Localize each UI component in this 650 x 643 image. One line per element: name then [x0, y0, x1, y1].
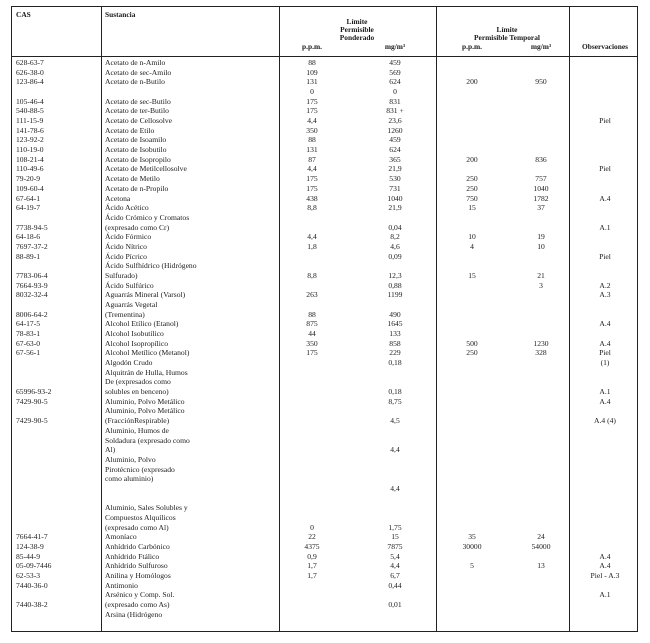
- header-divider: [12, 56, 637, 57]
- mgm3-cell: 459: [389, 58, 401, 67]
- temporal-ppm-cell: 15: [468, 203, 476, 213]
- cas-cell: 111-15-9: [16, 116, 44, 126]
- cas-cell: 141-78-6: [16, 125, 44, 135]
- substance-cell: Ácido Pícrico: [105, 251, 147, 261]
- cas-cell: 65996-93-2: [16, 387, 52, 397]
- mgm3-cell: 12,3: [388, 270, 402, 280]
- ppm-cell: 0: [310, 87, 314, 97]
- mgm3-cell: 229: [389, 348, 401, 358]
- ppm-cell: 875: [306, 319, 318, 329]
- cas-cell: 67-56-1: [16, 348, 41, 358]
- cas-cell: 67-64-1: [16, 193, 41, 203]
- mgm3-cell: 530: [389, 174, 401, 184]
- substance-cell: Arsénico y Comp. Sol.: [105, 590, 175, 600]
- observaciones-cell: A.3: [599, 290, 611, 300]
- substance-cell: Ácido Crómico y Cromatos: [105, 212, 190, 222]
- substance-cell: Acetato de Isoamilo: [105, 135, 167, 145]
- ppm-cell: 350: [306, 338, 318, 348]
- ppm-cell: 175: [306, 106, 318, 116]
- substance-cell: Antimonio: [105, 580, 138, 590]
- substance-cell: Alcohol Isopropílico: [105, 338, 169, 348]
- ppm-cell: 88: [308, 58, 316, 67]
- substance-cell: Acetato de Cellosolve: [105, 116, 173, 126]
- observaciones-cell: Piel: [599, 348, 611, 358]
- observaciones-cell: A.4: [599, 561, 611, 571]
- ppm-cell: 1,7: [307, 561, 317, 571]
- substance-cell: solubles en benceno): [105, 387, 169, 397]
- temporal-mgm3-cell: 13: [537, 561, 545, 571]
- cas-cell: 88-89-1: [16, 251, 41, 261]
- substance-cell: Acetato de Etilo: [105, 125, 155, 135]
- header-ponderado-3: Ponderado: [339, 33, 375, 42]
- mgm3-cell: 7875: [387, 542, 403, 551]
- ppm-cell: 87: [308, 154, 316, 164]
- substance-cell: Anhídrido Sulfuroso: [105, 561, 168, 571]
- ppm-cell: 4,4: [307, 232, 317, 242]
- temporal-mgm3-cell: 1782: [533, 193, 549, 203]
- substance-cell: Alquitrán de Hulla, Humos: [105, 367, 188, 377]
- mgm3-cell: 831 +: [386, 106, 404, 116]
- cas-cell: 05-09-7446: [16, 561, 52, 571]
- ppm-cell: 0,9: [307, 551, 317, 561]
- mgm3-cell: 0,04: [388, 222, 402, 232]
- observaciones-cell: Piel - A.3: [590, 571, 620, 581]
- temporal-ppm-cell: 30000: [462, 542, 482, 551]
- cas-cell: 124-38-9: [16, 542, 44, 551]
- substance-cell: Compuestos Alquílicos: [105, 512, 176, 522]
- substance-cell: como aluminio): [105, 474, 154, 484]
- substance-cell: Alcohol Etílico (Etanol): [105, 319, 179, 329]
- observaciones-cell: A.4 (4): [594, 416, 616, 426]
- temporal-mgm3-cell: 836: [535, 154, 547, 164]
- cas-cell: 110-49-6: [16, 164, 44, 174]
- temporal-mgm3-cell: 1230: [533, 338, 549, 348]
- cas-cell: 7738-94-5: [16, 222, 48, 232]
- cas-cell: 85-44-9: [16, 551, 41, 561]
- mgm3-cell: 731: [389, 183, 401, 193]
- substance-cell: Acetato de Metilo: [105, 174, 160, 184]
- cas-cell: 7429-90-5: [16, 416, 48, 426]
- mgm3-cell: 1645: [387, 319, 403, 329]
- mgm3-cell: 0,44: [388, 580, 402, 590]
- ppm-cell: 4,4: [307, 164, 317, 174]
- substance-cell: Arsina (Hidrógeno: [105, 609, 163, 619]
- header-ponderado-1: Límite: [346, 17, 368, 26]
- column-divider: [101, 7, 102, 631]
- mgm3-cell: 21,9: [388, 164, 402, 174]
- substance-cell: Aluminio, Polvo: [105, 454, 156, 464]
- temporal-mgm3-cell: 1040: [533, 183, 549, 193]
- ppm-cell: 175: [306, 183, 318, 193]
- cas-cell: 62-53-3: [16, 571, 41, 581]
- observaciones-cell: A.4: [599, 193, 611, 203]
- cas-cell: 540-88-5: [16, 106, 44, 116]
- header-cas: CAS: [16, 10, 31, 19]
- observaciones-cell: A.2: [599, 280, 611, 290]
- substance-cell: Ácido Fórmico: [105, 232, 152, 242]
- substance-cell: (expresado como Cr): [105, 222, 170, 232]
- mgm3-cell: 490: [389, 309, 401, 319]
- substance-cell: Acetato de Isobutilo: [105, 145, 167, 155]
- cas-cell: 628-63-7: [16, 58, 44, 67]
- substance-cell: Anhídrido Ftálico: [105, 551, 160, 561]
- substance-cell: (expresado como As): [105, 600, 170, 610]
- mgm3-cell: 0: [393, 87, 397, 97]
- temporal-mgm3-cell: 54000: [531, 542, 551, 551]
- header-ponderado-2: Permisible: [340, 25, 374, 34]
- temporal-mgm3-cell: 24: [537, 532, 545, 542]
- cas-cell: 7697-37-2: [16, 241, 48, 251]
- mgm3-cell: 4,4: [390, 561, 400, 571]
- substance-cell: Ácido Sulfúrico: [105, 280, 154, 290]
- substance-cell: Ácido Nítrico: [105, 241, 147, 251]
- mgm3-cell: 133: [389, 329, 401, 339]
- temporal-ppm-cell: 10: [468, 232, 476, 242]
- ppm-cell: 1,8: [307, 241, 317, 251]
- substance-cell: Amoníaco: [105, 532, 137, 542]
- temporal-mgm3-cell: 21: [537, 270, 545, 280]
- ppm-cell: 4,4: [307, 116, 317, 126]
- header-ppm: p.p.m.: [302, 42, 322, 51]
- observaciones-cell: A.4: [599, 319, 611, 329]
- ppm-cell: 131: [306, 145, 318, 155]
- substance-cell: Aluminio, Polvo Metálico: [105, 396, 185, 406]
- mgm3-cell: 624: [389, 145, 401, 155]
- substance-cell: Aluminio, Polvo Metálico: [105, 406, 185, 416]
- mgm3-cell: 459: [389, 135, 401, 145]
- mgm3-cell: 1199: [387, 290, 403, 300]
- observaciones-cell: A.4: [599, 338, 611, 348]
- substance-cell: Acetato de sec-Butilo: [105, 96, 171, 106]
- ppm-cell: 438: [306, 193, 318, 203]
- cas-cell: 78-83-1: [16, 329, 41, 339]
- observaciones-cell: A.4: [599, 551, 611, 561]
- ppm-cell: 22: [308, 532, 316, 542]
- ppm-cell: 175: [306, 96, 318, 106]
- header-sustancia: Sustancia: [105, 10, 136, 19]
- substance-cell: Alcohol Isobutílico: [105, 329, 164, 339]
- substance-cell: Acetato de n-Butilo: [105, 77, 165, 87]
- substance-cell: Al): [105, 445, 116, 455]
- mgm3-cell: 0,18: [388, 358, 402, 368]
- substance-cell: Algodón Crudo: [105, 358, 153, 368]
- cas-cell: 64-19-7: [16, 203, 41, 213]
- observaciones-cell: A.1: [599, 590, 611, 600]
- substance-cell: (Trementina): [105, 309, 145, 319]
- mgm3-cell: 0,09: [388, 251, 402, 261]
- header-temporal-mgm3: mg/m³: [530, 42, 552, 51]
- temporal-ppm-cell: 250: [466, 348, 478, 358]
- column-divider: [436, 7, 437, 631]
- substance-cell: Aguarrás Mineral (Varsol): [105, 290, 186, 300]
- substance-cell: Aguarrás Vegetal: [105, 300, 158, 309]
- mgm3-cell: 6,7: [390, 571, 400, 581]
- cas-cell: 7783-06-4: [16, 270, 48, 280]
- mgm3-cell: 4,4: [390, 445, 400, 455]
- substance-cell: Ácido Acético: [105, 203, 149, 213]
- mgm3-cell: 0,18: [388, 387, 402, 397]
- substance-cell: Acetato de n-Amilo: [105, 58, 166, 67]
- ppm-cell: 8,8: [307, 270, 317, 280]
- temporal-mgm3-cell: 3: [539, 280, 543, 290]
- observaciones-cell: (1): [600, 358, 610, 368]
- mgm3-cell: 1260: [387, 125, 403, 135]
- mgm3-cell: 4,4: [390, 483, 400, 493]
- ppm-cell: 131: [306, 77, 318, 87]
- ppm-cell: 4375: [304, 542, 320, 551]
- cas-cell: 105-46-4: [16, 96, 44, 106]
- mgm3-cell: 5,4: [390, 551, 400, 561]
- temporal-ppm-cell: 200: [466, 154, 478, 164]
- observaciones-cell: Piel: [599, 164, 611, 174]
- cas-cell: 626-38-0: [16, 67, 44, 77]
- mgm3-cell: 624: [389, 77, 401, 87]
- cas-cell: 109-60-4: [16, 183, 44, 193]
- substance-cell: Acetato de Isopropilo: [105, 154, 171, 164]
- substance-cell: (FracciónRespirable): [105, 416, 170, 426]
- header-observaciones: Observaciones: [582, 42, 628, 51]
- cas-cell: 7440-38-2: [16, 600, 48, 610]
- ppm-cell: 175: [306, 348, 318, 358]
- substance-cell: Acetona: [105, 193, 131, 203]
- mgm3-cell: 8,2: [390, 232, 400, 242]
- cas-cell: 108-21-4: [16, 154, 44, 164]
- temporal-ppm-cell: 500: [466, 338, 478, 348]
- cas-cell: 7429-90-5: [16, 396, 48, 406]
- substance-cell: Soldadura (expresado como: [105, 435, 190, 445]
- temporal-ppm-cell: 750: [466, 193, 478, 203]
- cas-cell: 123-86-4: [16, 77, 44, 87]
- temporal-ppm-cell: 15: [468, 270, 476, 280]
- mgm3-cell: 831: [389, 96, 401, 106]
- substance-cell: Ácido Sulfhídrico (Hidrógeno: [105, 261, 197, 271]
- substance-cell: De (expresados como: [105, 377, 171, 387]
- substance-cell: Pirotécnico (expresado: [105, 464, 175, 474]
- ppm-cell: 350: [306, 125, 318, 135]
- observaciones-cell: A.4: [599, 396, 611, 406]
- header-temporal-ppm: p.p.m.: [462, 42, 482, 51]
- substance-cell: (expresado como Al): [105, 522, 169, 532]
- cas-cell: 64-18-6: [16, 232, 41, 242]
- mgm3-cell: 15: [391, 532, 399, 542]
- substance-cell: Aluminio, Sales Solubles y: [105, 503, 188, 513]
- temporal-mgm3-cell: 950: [535, 77, 547, 87]
- temporal-ppm-cell: 5: [470, 561, 474, 571]
- header-temporal-2: Permisible Temporal: [474, 33, 540, 42]
- temporal-ppm-cell: 200: [466, 77, 478, 87]
- mgm3-cell: 8,75: [388, 396, 402, 406]
- observaciones-cell: A.1: [599, 387, 611, 397]
- temporal-mgm3-cell: 19: [537, 232, 545, 242]
- ppm-cell: 1,7: [307, 571, 317, 581]
- mgm3-cell: 0,01: [388, 600, 402, 610]
- mgm3-cell: 0,88: [388, 280, 402, 290]
- cas-cell: 123-92-2: [16, 135, 44, 145]
- substance-cell: Anhídrido Carbónico: [105, 542, 170, 551]
- cas-cell: 8006-64-2: [16, 309, 48, 319]
- ppm-cell: 263: [306, 290, 318, 300]
- temporal-mgm3-cell: 37: [537, 203, 545, 213]
- substance-cell: Anilina y Homólogos: [105, 571, 171, 581]
- temporal-ppm-cell: 35: [468, 532, 476, 542]
- mgm3-cell: 569: [389, 67, 401, 77]
- ppm-cell: 44: [308, 329, 316, 339]
- substance-cell: Alcohol Metílico (Metanol): [105, 348, 190, 358]
- mgm3-cell: 4,5: [390, 416, 400, 426]
- header-mgm3: mg/m³: [384, 42, 406, 51]
- mgm3-cell: 4,6: [390, 241, 400, 251]
- ppm-cell: 0: [310, 522, 314, 532]
- substance-cell: Sulfurado): [105, 270, 138, 280]
- substance-cell: Acetato de sec-Amilo: [105, 67, 172, 77]
- header-temporal-1: Límite: [496, 25, 518, 34]
- mgm3-cell: 858: [389, 338, 401, 348]
- cas-cell: 7664-41-7: [16, 532, 48, 542]
- ppm-cell: 88: [308, 309, 316, 319]
- substance-cell: Acetato de ter-Butilo: [105, 106, 169, 116]
- mgm3-cell: 21,9: [388, 203, 402, 213]
- cas-cell: 7440-36-0: [16, 580, 48, 590]
- observaciones-cell: Piel: [599, 116, 611, 126]
- temporal-ppm-cell: 250: [466, 174, 478, 184]
- cas-cell: 8032-32-4: [16, 290, 48, 300]
- cas-cell: 64-17-5: [16, 319, 41, 329]
- cas-cell: 110-19-0: [16, 145, 44, 155]
- observaciones-cell: A.1: [599, 222, 611, 232]
- mgm3-cell: 1,75: [388, 522, 402, 532]
- temporal-mgm3-cell: 757: [535, 174, 547, 184]
- ppm-cell: 109: [306, 67, 318, 77]
- mgm3-cell: 23,6: [388, 116, 402, 126]
- temporal-ppm-cell: 250: [466, 183, 478, 193]
- substance-cell: Aluminio, Humos de: [105, 425, 169, 435]
- substance-cell: Acetato de Metilcellosolve: [105, 164, 187, 174]
- ppm-cell: 175: [306, 174, 318, 184]
- temporal-mgm3-cell: 328: [535, 348, 547, 358]
- table-frame: [11, 6, 638, 632]
- temporal-mgm3-cell: 10: [537, 241, 545, 251]
- observaciones-cell: Piel: [599, 251, 611, 261]
- column-divider: [279, 7, 280, 631]
- cas-cell: 67-63-0: [16, 338, 41, 348]
- cas-cell: 79-20-9: [16, 174, 41, 184]
- temporal-ppm-cell: 4: [470, 241, 474, 251]
- cas-cell: 7664-93-9: [16, 280, 48, 290]
- ppm-cell: 88: [308, 135, 316, 145]
- substance-cell: Acetato de n-Propilo: [105, 183, 169, 193]
- mgm3-cell: 365: [389, 154, 401, 164]
- mgm3-cell: 1040: [387, 193, 403, 203]
- ppm-cell: 8,8: [307, 203, 317, 213]
